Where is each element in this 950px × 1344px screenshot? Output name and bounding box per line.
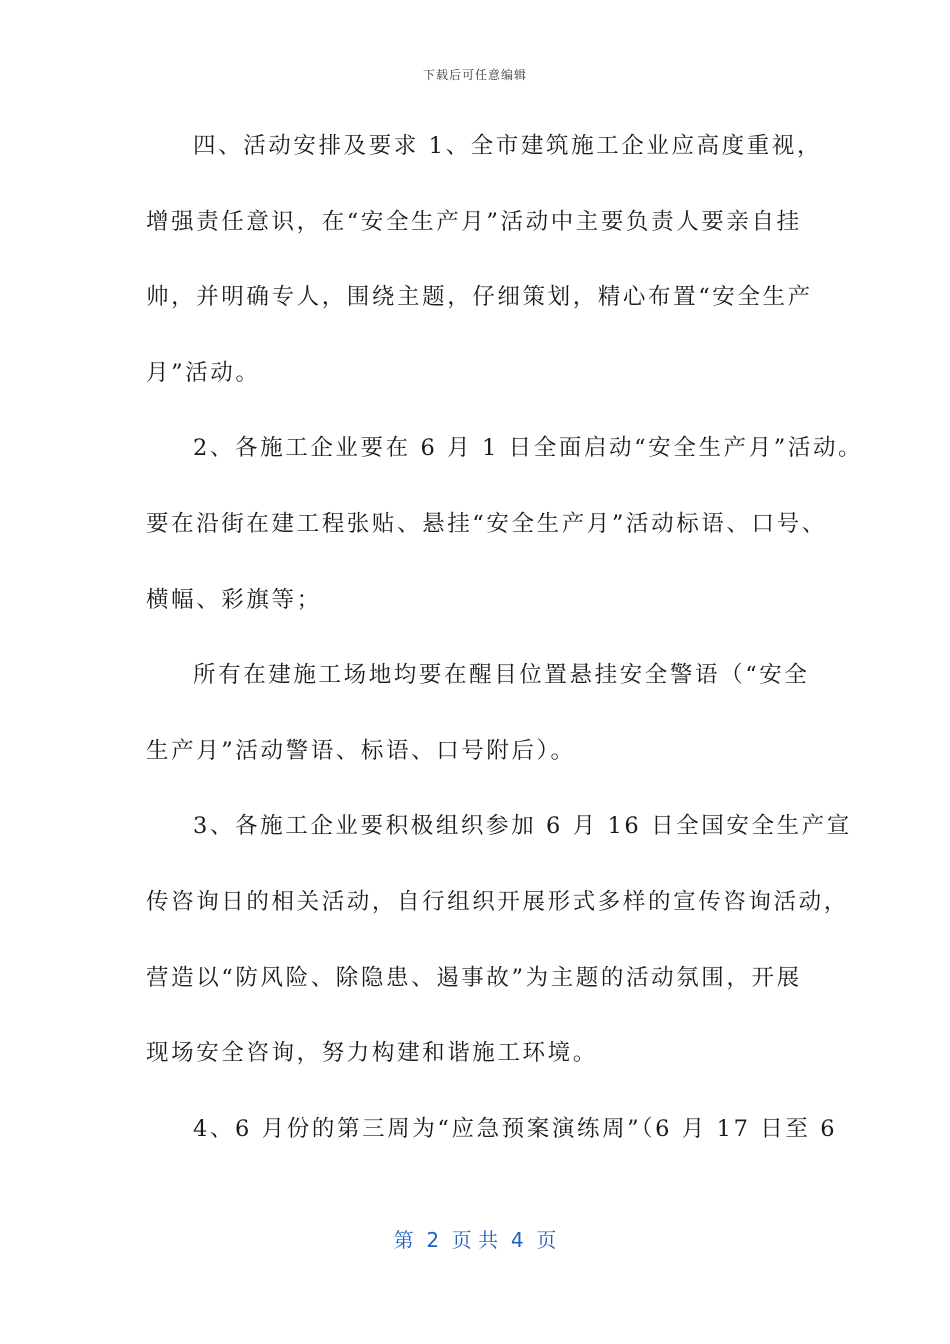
download-note: 下载后可任意编辑	[422, 68, 527, 82]
text-line: 月”活动。	[146, 359, 261, 386]
text-line: 横幅、彩旗等；	[146, 586, 322, 613]
text-line: 现场安全咨询，努力构建和谐施工环境。	[146, 1040, 598, 1067]
text-line: 要在沿街在建工程张贴、悬挂“安全生产月”活动标语、口号、	[146, 510, 827, 537]
text-line: 增强责任意识，在“安全生产月”活动中主要负责人要亲自挂	[146, 208, 802, 235]
text-line: 4、6 月份的第三周为“应急预案演练周”（6 月 17 日至 6	[193, 1115, 838, 1142]
page-number: 第 2 页 共 4 页	[393, 1228, 557, 1252]
text-line: 2、各施工企业要在 6 月 1 日全面启动“安全生产月”活动。	[193, 435, 864, 462]
text-line: 帅，并明确专人，围绕主题，仔细策划，精心布置“安全生产	[146, 284, 813, 311]
document-body	[146, 126, 864, 1184]
text-line: 营造以“防风险、除隐患、遏事故”为主题的活动氛围，开展	[146, 964, 802, 991]
text-line: 3、各施工企业要积极组织参加 6 月 16 日全国安全生产宣	[193, 813, 852, 840]
text-line: 所有在建施工场地均要在醒目位置悬挂安全警语（“安全	[193, 662, 810, 689]
text-line: 传咨询日的相关活动，自行组织开展形式多样的宣传咨询活动，	[146, 888, 849, 915]
text-line: 四、活动安排及要求 1、全市建筑施工企业应高度重视，	[193, 133, 823, 159]
text-line: 生产月”活动警语、标语、口号附后）。	[146, 737, 576, 764]
